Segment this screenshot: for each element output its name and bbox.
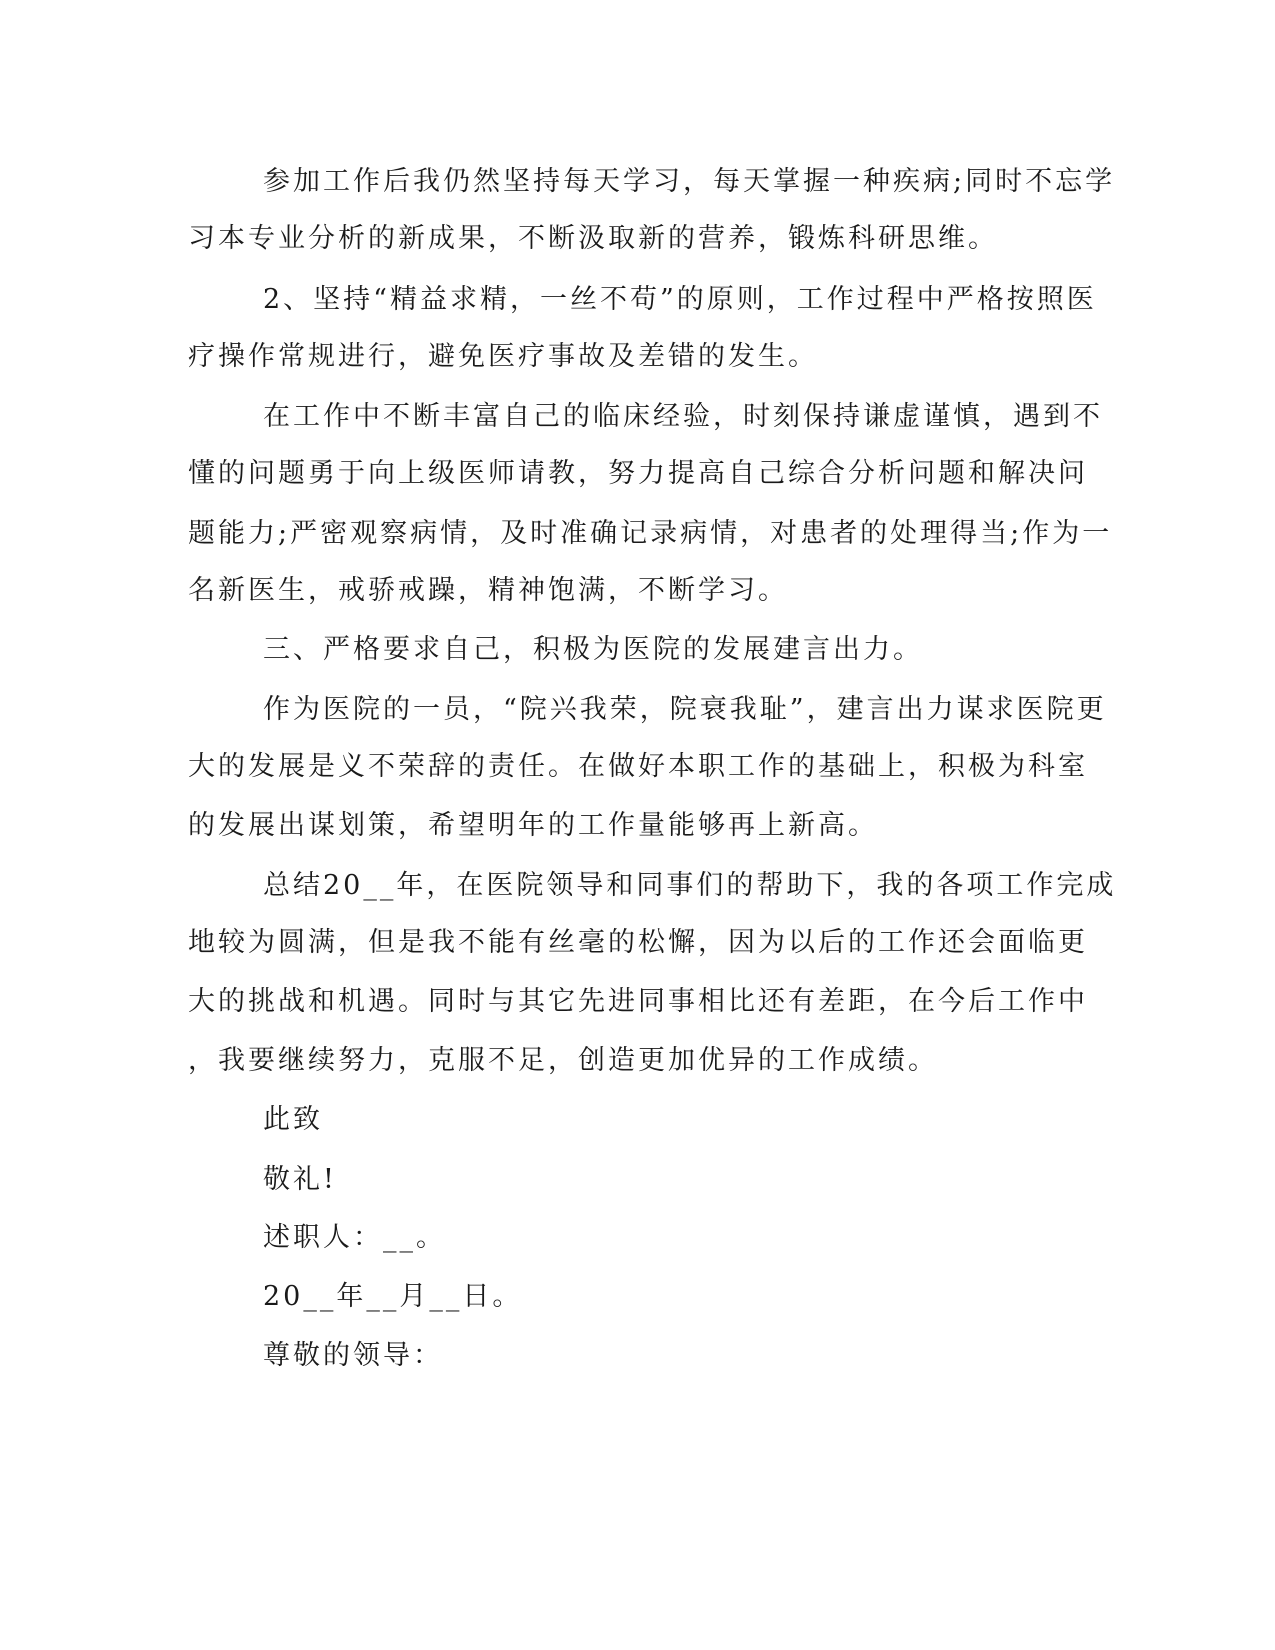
paragraph-line: 大的挑战和机遇。同时与其它先进同事相比还有差距，在今后工作中 [188,986,1088,1017]
signature-line: 述职人：__。 [263,1222,446,1253]
paragraph-line: ，我要继续努力，克服不足，创造更加优异的工作成绩。 [188,1045,938,1076]
paragraph-line: 地较为圆满，但是我不能有丝毫的松懈，因为以后的工作还会面临更 [188,927,1088,958]
greeting-line: 尊敬的领导： [263,1340,443,1371]
closing-line: 此致 [263,1104,323,1135]
paragraph-line: 在工作中不断丰富自己的临床经验，时刻保持谦虚谨慎，遇到不 [263,401,1103,432]
paragraph-line: 作为医院的一员，“院兴我荣，院衰我耻”，建言出力谋求医院更 [263,694,1107,725]
paragraph-line: 大的发展是义不荣辞的责任。在做好本职工作的基础上，积极为科室 [188,751,1088,782]
section-heading: 三、严格要求自己，积极为医院的发展建言出力。 [263,634,923,665]
date-line: 20__年__月__日。 [263,1281,523,1312]
paragraph-line: 参加工作后我仍然坚持每天学习，每天掌握一种疾病;同时不忘学 [263,166,1116,197]
paragraph-line: 习本专业分析的新成果，不断汲取新的营养，锻炼科研思维。 [188,223,998,254]
paragraph-line: 名新医生，戒骄戒躁，精神饱满，不断学习。 [188,575,788,606]
paragraph-line: 的发展出谋划策，希望明年的工作量能够再上新高。 [188,810,878,841]
paragraph-line: 疗操作常规进行，避免医疗事故及差错的发生。 [188,341,818,372]
paragraph-line: 题能力;严密观察病情，及时准确记录病情，对患者的处理得当;作为一 [188,518,1113,549]
paragraph-line: 2、坚持“精益求精，一丝不苟”的原则，工作过程中严格按照医 [263,284,1097,315]
paragraph-line: 懂的问题勇于向上级医师请教，努力提高自己综合分析问题和解决问 [188,458,1088,489]
paragraph-line: 总结20__年，在医院领导和同事们的帮助下，我的各项工作完成 [263,870,1117,901]
closing-salute: 敬礼! [263,1164,337,1195]
